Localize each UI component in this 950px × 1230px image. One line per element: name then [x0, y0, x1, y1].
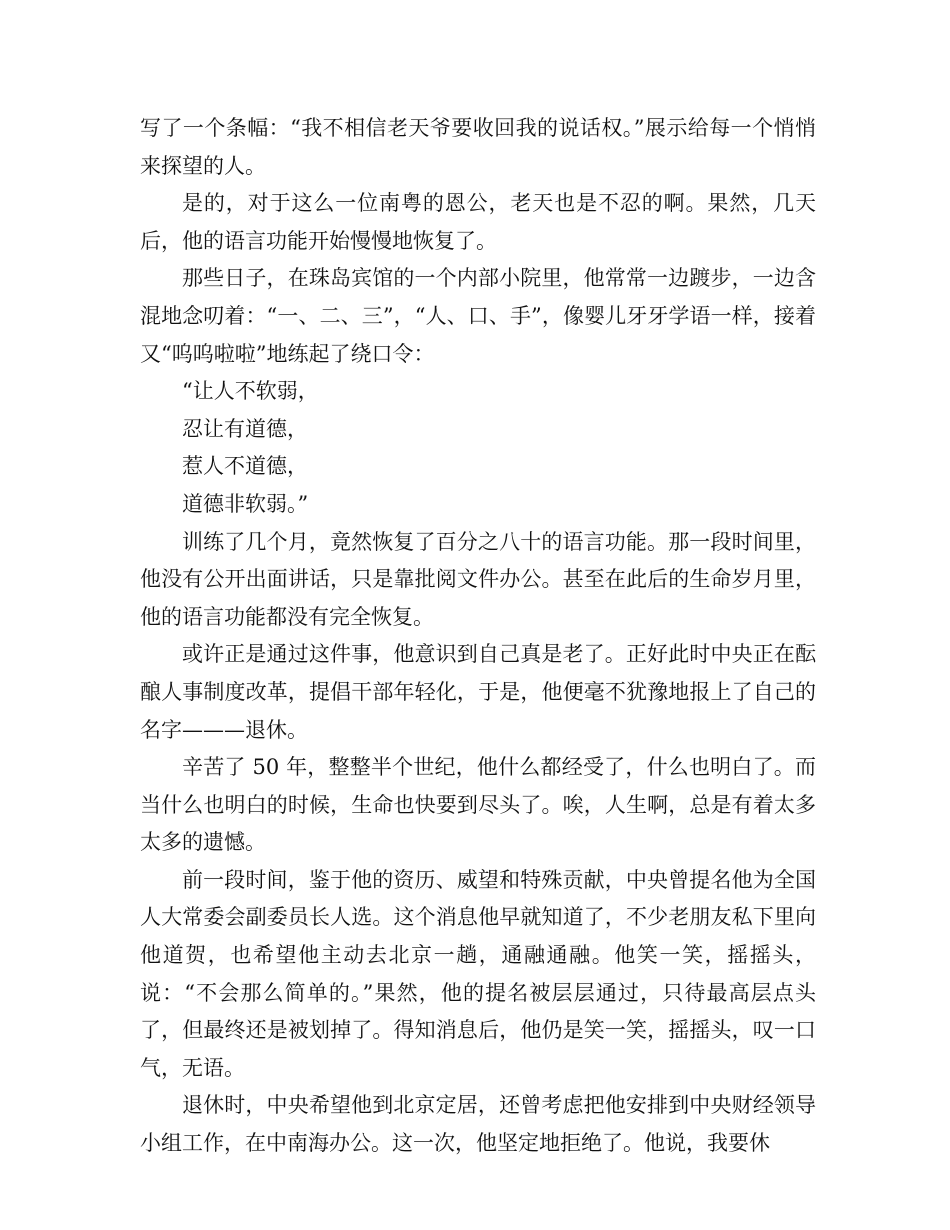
poem-line: 道德非软弱。” — [182, 491, 309, 516]
paragraph: 辛苦了 50 年，整整半个世纪，他什么都经受了，什么也明白了。而当什么也明白的时候，生命也快要到尽头了。唉，人生啊，总是有着太多太多的遗憾。 — [140, 755, 816, 855]
poem-line: 忍让有道德， — [182, 416, 308, 441]
document-body — [140, 110, 816, 1163]
paragraph: 前一段时间，鉴于他的资历、威望和特殊贡献，中央曾提名他为全国人大常委会副委员长人选。这个消息他早就知道了，不少老朋友私下里向他道贺，也希望他主动去北京一趟，通融通融。他笑一笑，摇摇头，说：“不会那么简单的。”果然，他的提名被层层通过，只待最高层点头了，但最终还是被划掉了。得知消息后，他仍是笑一笑，摇摇头，叹一口气，无语。 — [140, 867, 816, 1080]
paragraph: 训练了几个月，竟然恢复了百分之八十的语言功能。那一段时间里，他没有公开出面讲话，只是靠批阅文件办公。甚至在此后的生命岁月里，他的语言功能都没有完全恢复。 — [140, 529, 816, 629]
poem-block — [140, 373, 816, 523]
poem-line: “让人不软弱， — [182, 379, 319, 404]
paragraph: 那些日子，在珠岛宾馆的一个内部小院里，他常常一边踱步，一边含混地念叨着：“一、二、三”，“人、口、手”，像婴儿牙牙学语一样，接着又“呜呜啦啦”地练起了绕口令： — [140, 266, 816, 366]
paragraph: 退休时，中央希望他到北京定居，还曾考虑把他安排到中央财经领导小组工作，在中南海办公。这一次，他坚定地拒绝了。他说，我要休 — [140, 1093, 816, 1156]
paragraph: 是的，对于这么一位南粤的恩公，老天也是不忍的啊。果然，几天后，他的语言功能开始慢慢地恢复了。 — [140, 191, 816, 253]
paragraph: 或许正是通过这件事，他意识到自己真是老了。正好此时中央正在酝酿人事制度改革，提倡干部年轻化，于是，他便毫不犹豫地报上了自己的名字———退休。 — [140, 642, 816, 742]
poem-line: 惹人不道德， — [182, 454, 308, 479]
paragraph: 写了一个条幅：“我不相信老天爷要收回我的说话权。”展示给每一个悄悄来探望的人。 — [140, 116, 816, 178]
